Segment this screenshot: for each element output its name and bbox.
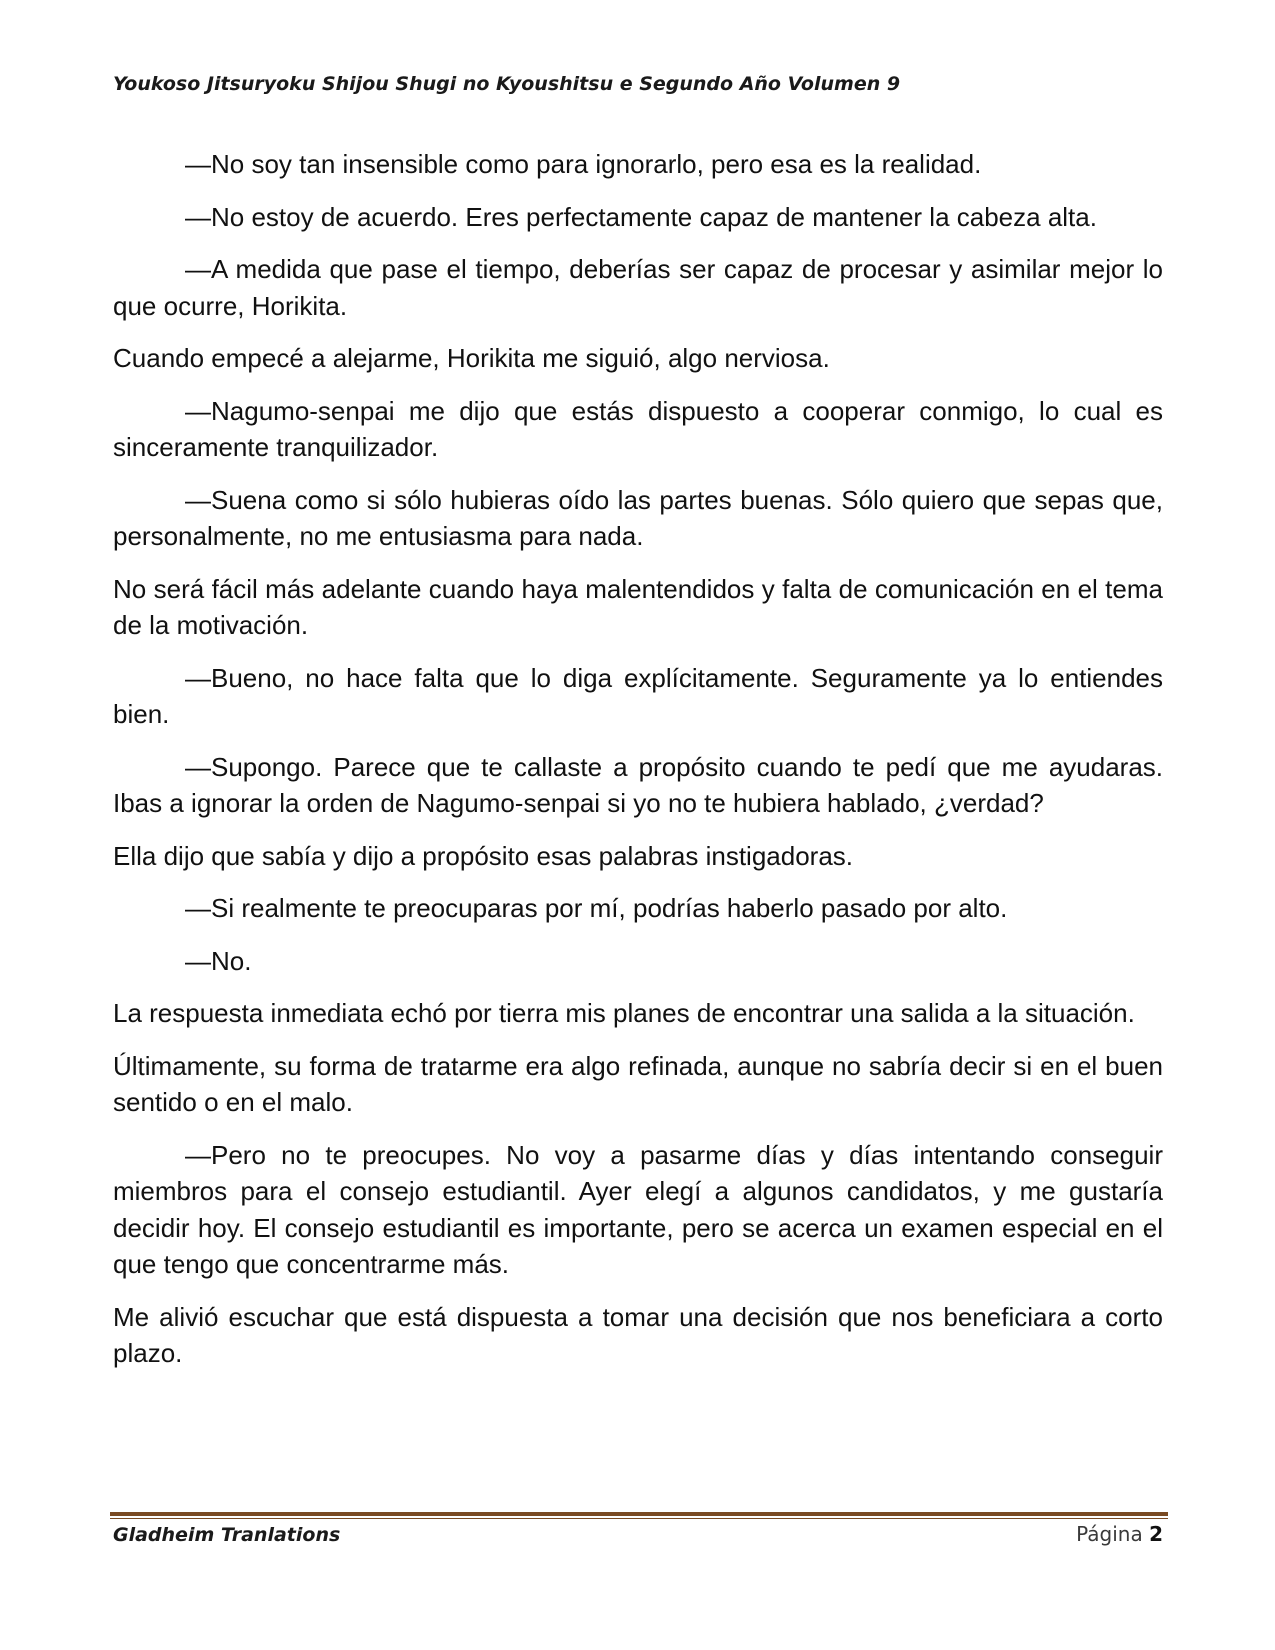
paragraph: —No soy tan insensible como para ignorarlo, pero esa es la realidad. [185,149,982,179]
paragraph: —Supongo. Parece que te callaste a propósito cuando te pedí que me ayudaras. Ibas a ignorar la orden de Nagumo-senpai si yo no te hubiera hablado, ¿verdad? [113,751,1163,818]
footer-rule-thick [110,1512,1168,1516]
footer-credit: Gladheim Tranlations [113,1524,341,1546]
page-number-value: 2 [1149,1522,1163,1546]
paragraph: Últimamente, su forma de tratarme era algo refinada, aunque no sabría decir si en el buen sentido o en el malo. [113,1050,1163,1117]
paragraph: —Suena como si sólo hubieras oído las partes buenas. Sólo quiero que sepas que, personalmente, no me entusiasma para nada. [113,484,1163,551]
running-header: Youkoso Jitsuryoku Shijou Shugi no Kyoushitsu e Segundo Año Volumen 9 [113,73,901,95]
paragraph: —No estoy de acuerdo. Eres perfectamente capaz de mantener la cabeza alta. [185,201,1097,232]
paragraph: Cuando empecé a alejarme, Horikita me siguió, algo nerviosa. [113,343,830,373]
paragraph: —Pero no te preocupes. No voy a pasarme días y días intentando conseguir miembros para el consejo estudiantil. Ayer elegí a algunos candidatos, y me gustaría decidir hoy. El consejo estudiantil es importante, pero se acerca un examen especial en el que tengo que concentrarme más. [113,1139,1163,1279]
paragraph: La respuesta inmediata echó por tierra mis planes de encontrar una salida a la situación. [113,998,1135,1028]
page-label: Página [1076,1522,1143,1546]
paragraph: —Nagumo-senpai me dijo que estás dispuesto a cooperar conmigo, lo cual es sinceramente tranquilizador. [113,395,1163,462]
footer-rule-thin [110,1518,1168,1519]
page-number [1076,1522,1163,1546]
paragraph: —Bueno, no hace falta que lo diga explícitamente. Seguramente ya lo entiendes bien. [113,662,1163,729]
paragraph: —No. [185,945,252,976]
paragraph: Ella dijo que sabía y dijo a propósito esas palabras instigadoras. [113,840,854,871]
paragraph: Me alivió escuchar que está dispuesta a tomar una decisión que nos beneficiara a corto plazo. [113,1301,1163,1368]
paragraph: —A medida que pase el tiempo, deberías ser capaz de procesar y asimilar mejor lo que ocurre, Horikita. [113,254,1163,321]
paragraph: No será fácil más adelante cuando haya malentendidos y falta de comunicación en el tema de la motivación. [113,573,1163,640]
body-text [113,146,1163,1388]
paragraph: —Si realmente te preocuparas por mí, podrías haberlo pasado por alto. [185,893,1008,923]
